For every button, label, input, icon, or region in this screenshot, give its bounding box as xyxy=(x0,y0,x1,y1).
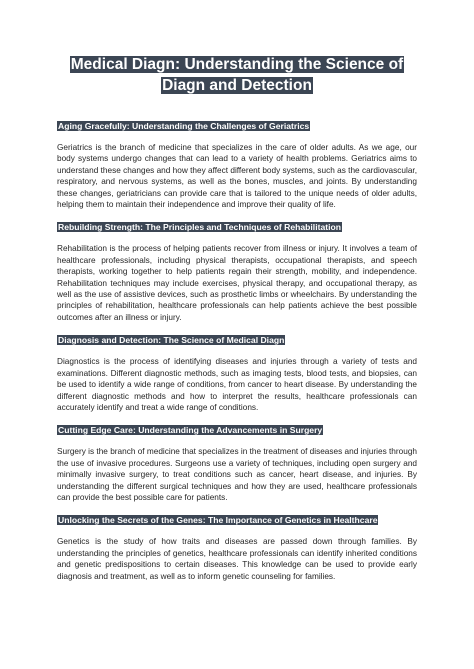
section-body: Surgery is the branch of medicine that specializes in the treatment of diseases and injuries through the use of invasive procedures. Surgeons use a variety of techniques, including open surgery and minimally invasive surgery, to treat conditions such as cancer, heart disease, and injuries. By understanding the different surgical techniques and how they are used, healthcare professionals can provide the best possible care for patients. xyxy=(57,447,417,502)
section-body: Genetics is the study of how traits and diseases are passed down through families. By understanding the principles of genetics, healthcare professionals can identify inherited conditions and genetic predispositions to certain diseases. This knowledge can be used to provide early diagnosis and treatment, as well as to inform genetic counseling for families. xyxy=(57,537,417,581)
section-surgery xyxy=(57,424,417,503)
section-body: Diagnostics is the process of identifying diseases and injuries through a variety of tests and examinations. Different diagnostic methods, such as imaging tests, blood tests, and biopsies, can be used to identify a wide range of conditions, from cancer to heart disease. By understanding the different diagnostic methods and how to interpret the results, healthcare professionals can accurately identify and treat a wide range of conditions. xyxy=(57,357,417,412)
section-heading: Unlocking the Secrets of the Genes: The Importance of Genetics in Healthcare xyxy=(58,515,378,526)
section-diagnostics xyxy=(57,334,417,413)
section-heading: Rebuilding Strength: The Principles and Techniques of Rehabilitation xyxy=(58,222,341,233)
section-heading: Cutting Edge Care: Understanding the Advancements in Surgery xyxy=(58,425,323,436)
document-title: Medical Diagn: Understanding the Science of Diagn and Detection xyxy=(70,56,404,94)
section-rehabilitation xyxy=(57,221,417,323)
section-heading: Diagnosis and Detection: The Science of Medical Diagn xyxy=(58,335,285,346)
section-body: Rehabilitation is the process of helping patients recover from illness or injury. It involves a team of healthcare professionals, including physical therapists, occupational therapists, and speech therapists, working together to help patients regain their strength, mobility, and independence. Rehabilitation techniques may include exercises, physical therapy, and occupational therapy, as well as the use of assistive devices, such as prosthetic limbs or wheelchairs. By understanding the principles of rehabilitation, healthcare professionals can help patients achieve the best possible outcomes after an illness or injury. xyxy=(57,244,417,322)
section-body: Geriatrics is the branch of medicine that specializes in the care of older adults. As we age, our body systems undergo changes that can lead to a variety of health problems. Geriatrics aims to understand these changes and how they affect different body systems, such as the cardiovascular, respiratory, and nervous systems, as well as the bones, muscles, and joints. By understanding these changes, geriatricians can provide care that is tailored to the unique needs of older adults, helping them to maintain their independence and improve their quality of life. xyxy=(57,143,417,210)
section-genetics xyxy=(57,514,417,582)
document-page xyxy=(57,54,417,593)
section-geriatrics xyxy=(57,120,417,210)
section-heading: Aging Gracefully: Understanding the Challenges of Geriatrics xyxy=(58,121,310,131)
